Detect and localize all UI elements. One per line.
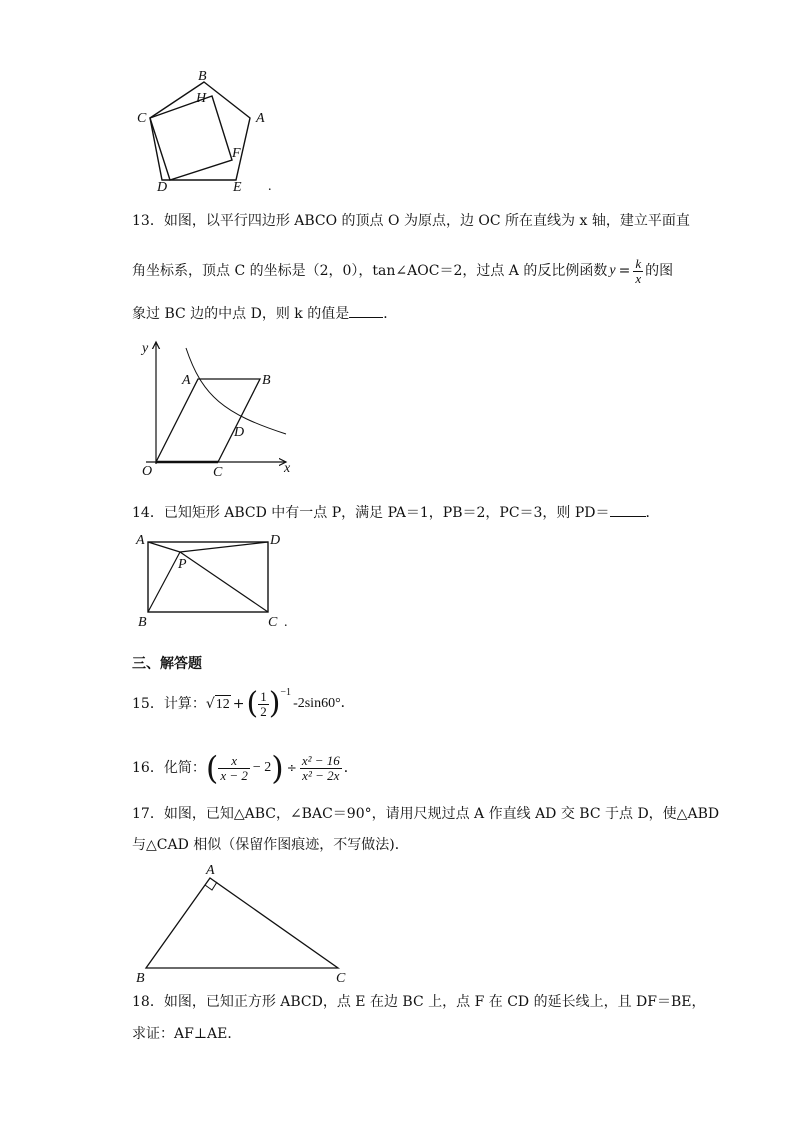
q16-line	[132, 746, 358, 790]
q13-line2-end: 的图	[645, 263, 674, 279]
q14-line1	[132, 504, 660, 522]
q13-func-eq: =	[618, 263, 631, 279]
label-E: E	[233, 180, 242, 195]
right-paren: )	[268, 686, 281, 721]
q13-answer-blank[interactable]	[349, 317, 383, 318]
label-C: C	[213, 465, 223, 480]
q15-plus: +	[232, 696, 245, 712]
hyperbola-curve	[186, 348, 286, 434]
q17-line2: 与△CAD 相似（保留作图痕迹，不写做法)．	[132, 837, 409, 853]
q17-line1: 17．如图，已知△ABC，∠BAC＝90°，请用尺规过点 A 作直线 AD 交 BC 于点 D，使△ABD	[132, 806, 720, 822]
segment-PA	[148, 542, 180, 552]
q13-line1: 13．如图，以平行四边形 ABCO 的顶点 O 为原点，边 OC 所在直线为 x 轴，建立平面直	[132, 213, 690, 229]
label-D: D	[234, 425, 245, 440]
label-B: B	[262, 373, 271, 388]
label-D: D	[270, 533, 281, 548]
segment-PB	[148, 552, 180, 612]
q13-line3-text: 象过 BC 边的中点 D，则 k 的值是	[132, 306, 350, 322]
coordinate-figure	[136, 336, 306, 486]
q13-line3-end: ．	[383, 306, 398, 322]
q15-fraction-half	[258, 690, 269, 719]
q18-line1: 18．如图，已知正方形 ABCD，点 E 在边 BC 上，点 F 在 CD 的延长线上，且 DF＝BE，	[132, 994, 706, 1010]
right-paren: )	[271, 749, 284, 787]
q14-answer-blank[interactable]	[610, 516, 646, 517]
q16-div: ÷	[286, 761, 297, 775]
q16-f1-num: x	[218, 754, 250, 769]
rectangle-figure	[134, 528, 304, 632]
label-H: H	[196, 91, 207, 106]
sqrt-sign: √	[205, 696, 215, 712]
q16-f2-num: x² − 16	[301, 752, 340, 768]
segment-PC	[180, 552, 268, 612]
label-D: D	[157, 180, 168, 195]
stray-dot: .	[284, 615, 288, 630]
label-C: C	[336, 971, 346, 986]
label-B: B	[138, 615, 147, 630]
q16-minus-two: − 2	[252, 760, 272, 775]
triangle-ABC	[146, 878, 338, 968]
q13-frac-den: x	[635, 270, 642, 286]
label-A: A	[136, 533, 145, 548]
q13-line2	[132, 249, 673, 293]
q13-line2-text: 角坐标系，顶点 C 的坐标是（2，0），tan∠AOC＝2，过点 A 的反比例函数	[132, 263, 608, 279]
left-paren: (	[246, 686, 259, 721]
q18-line2: 求证：AF⊥AE．	[132, 1026, 242, 1042]
label-B: B	[136, 971, 145, 986]
q15-prefix: 15．计算：	[132, 696, 206, 712]
q15-tail: -2sin60°．	[293, 696, 355, 711]
q16-prefix: 16．化简：	[132, 760, 206, 776]
label-P: P	[178, 557, 187, 572]
label-F: F	[232, 146, 241, 161]
label-B: B	[198, 69, 207, 84]
segment-PD	[180, 542, 268, 552]
label-y: y	[142, 341, 149, 356]
label-C: C	[268, 615, 278, 630]
q13-fraction-k-over-x	[633, 257, 643, 286]
left-paren: (	[205, 749, 219, 787]
label-A: A	[182, 373, 191, 388]
label-C: C	[137, 111, 147, 126]
q16-f2-den: x² − 2x	[302, 767, 340, 783]
q15-frac-num: 1	[260, 688, 267, 704]
q16-tail: ．	[343, 760, 358, 776]
q16-fraction-2	[300, 754, 342, 783]
inscribed-square	[150, 96, 232, 180]
parallelogram-OABC	[156, 379, 260, 462]
label-x: x	[284, 461, 291, 476]
q13-func-y: y	[609, 263, 616, 278]
section-title: 三、解答题	[132, 656, 202, 672]
triangle-figure	[132, 858, 362, 988]
q15-frac-den: 2	[260, 703, 267, 719]
q16-f1-den: x − 2	[220, 767, 248, 783]
q15-exponent: −1	[280, 687, 292, 698]
label-A: A	[256, 111, 265, 126]
q14-end: ．	[645, 505, 660, 521]
q13-line3	[132, 305, 397, 323]
q15-line	[132, 682, 355, 726]
label-A: A	[206, 863, 215, 878]
q16-fraction-1	[218, 754, 250, 783]
pentagon-figure	[130, 64, 280, 196]
q13-frac-num: k	[635, 255, 642, 271]
label-O: O	[142, 464, 153, 479]
stray-dot: .	[268, 179, 272, 194]
q15-sqrt-arg: 12	[215, 696, 230, 712]
q14-text: 14．已知矩形 ABCD 中有一点 P，满足 PA＝1，PB＝2，PC＝3，则 PD＝	[132, 505, 610, 521]
